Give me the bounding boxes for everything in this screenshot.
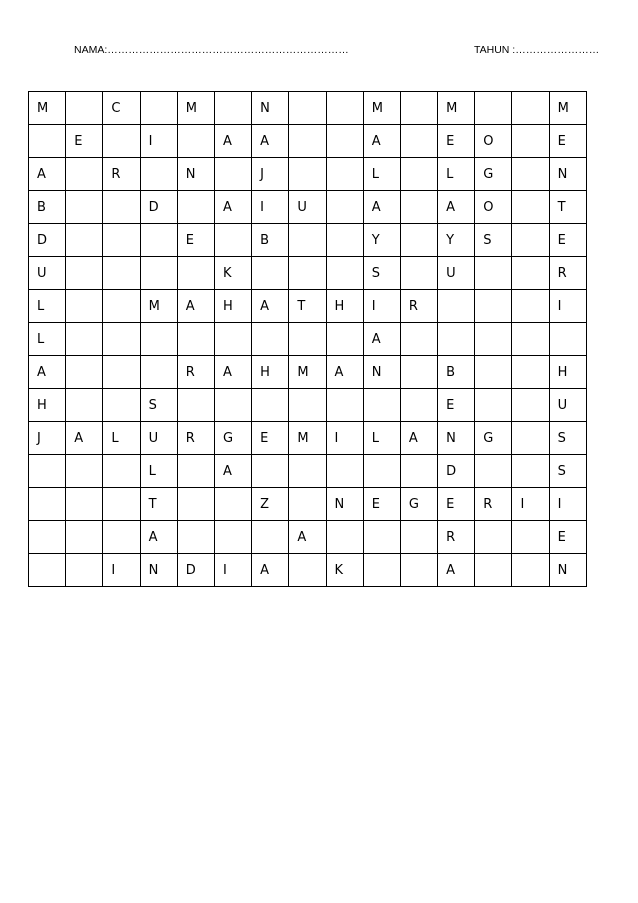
grid-cell[interactable] — [103, 521, 140, 554]
grid-cell[interactable] — [29, 455, 66, 488]
grid-row — [29, 92, 587, 125]
grid-cell[interactable]: N — [549, 158, 586, 191]
grid-cell[interactable]: B — [252, 224, 289, 257]
grid-cell[interactable] — [140, 224, 177, 257]
grid-cell[interactable] — [103, 290, 140, 323]
grid-cell[interactable] — [214, 323, 251, 356]
grid-cell[interactable]: A — [66, 422, 103, 455]
grid-cell[interactable] — [400, 455, 437, 488]
grid-cell[interactable] — [177, 521, 214, 554]
grid-cell[interactable]: U — [29, 257, 66, 290]
grid-cell[interactable]: A — [214, 455, 251, 488]
grid-cell[interactable]: A — [363, 191, 400, 224]
grid-cell[interactable] — [289, 389, 326, 422]
grid-row — [29, 422, 587, 455]
grid-cell[interactable] — [252, 389, 289, 422]
grid-row — [29, 554, 587, 587]
grid-cell[interactable] — [400, 224, 437, 257]
grid-cell[interactable] — [400, 125, 437, 158]
grid-cell[interactable] — [512, 323, 549, 356]
grid-cell[interactable] — [326, 389, 363, 422]
grid-cell[interactable]: M — [549, 92, 586, 125]
grid-cell[interactable]: K — [214, 257, 251, 290]
grid-cell[interactable] — [326, 257, 363, 290]
grid-cell[interactable] — [512, 422, 549, 455]
grid-cell[interactable] — [326, 323, 363, 356]
grid-cell[interactable]: I — [512, 488, 549, 521]
grid-cell[interactable] — [214, 389, 251, 422]
grid-cell[interactable] — [66, 488, 103, 521]
grid-cell[interactable]: L — [29, 323, 66, 356]
grid-cell[interactable] — [66, 224, 103, 257]
grid-cell[interactable] — [475, 389, 512, 422]
grid-cell[interactable]: U — [549, 389, 586, 422]
grid-cell[interactable] — [177, 488, 214, 521]
grid-row — [29, 455, 587, 488]
grid-cell[interactable] — [140, 323, 177, 356]
grid-cell[interactable]: I — [252, 191, 289, 224]
grid-cell[interactable]: A — [326, 356, 363, 389]
grid-cell[interactable]: M — [438, 92, 475, 125]
grid-cell[interactable] — [103, 488, 140, 521]
grid-cell[interactable]: E — [66, 125, 103, 158]
grid-cell[interactable]: A — [438, 191, 475, 224]
grid-cell[interactable] — [400, 323, 437, 356]
grid-cell[interactable] — [512, 455, 549, 488]
grid-row — [29, 521, 587, 554]
grid-cell[interactable]: R — [438, 521, 475, 554]
grid-cell[interactable]: C — [103, 92, 140, 125]
grid-cell[interactable] — [326, 125, 363, 158]
grid-cell[interactable] — [475, 257, 512, 290]
grid-cell[interactable]: A — [214, 356, 251, 389]
grid-cell[interactable]: I — [363, 290, 400, 323]
grid-cell[interactable]: I — [549, 290, 586, 323]
grid-cell[interactable]: A — [214, 191, 251, 224]
grid-cell[interactable]: J — [29, 422, 66, 455]
grid-cell[interactable] — [140, 158, 177, 191]
grid-cell[interactable] — [475, 290, 512, 323]
grid-cell[interactable] — [177, 389, 214, 422]
grid-cell[interactable]: E — [549, 125, 586, 158]
grid-cell[interactable] — [512, 257, 549, 290]
grid-cell[interactable] — [66, 92, 103, 125]
grid-cell[interactable]: H — [549, 356, 586, 389]
grid-row — [29, 389, 587, 422]
grid-cell[interactable] — [177, 257, 214, 290]
grid-row — [29, 224, 587, 257]
grid-cell[interactable]: T — [289, 290, 326, 323]
grid-cell[interactable]: A — [363, 323, 400, 356]
grid-cell[interactable]: R — [103, 158, 140, 191]
grid-row — [29, 125, 587, 158]
grid-cell[interactable] — [214, 158, 251, 191]
grid-cell[interactable] — [252, 521, 289, 554]
grid-cell[interactable] — [475, 356, 512, 389]
grid-cell[interactable]: D — [177, 554, 214, 587]
grid-cell[interactable] — [177, 191, 214, 224]
grid-cell[interactable] — [177, 455, 214, 488]
grid-cell[interactable] — [326, 158, 363, 191]
year-field[interactable]: TAHUN :…………………… — [474, 44, 600, 56]
grid-cell[interactable] — [66, 554, 103, 587]
word-search-grid — [28, 91, 587, 587]
grid-row — [29, 191, 587, 224]
grid-cell[interactable] — [103, 323, 140, 356]
grid-cell[interactable] — [512, 224, 549, 257]
grid-cell[interactable] — [512, 290, 549, 323]
grid-cell[interactable] — [475, 455, 512, 488]
grid-cell[interactable] — [363, 554, 400, 587]
grid-cell[interactable] — [177, 323, 214, 356]
grid-cell[interactable]: A — [289, 521, 326, 554]
grid-cell[interactable]: A — [177, 290, 214, 323]
grid-cell[interactable]: S — [549, 455, 586, 488]
grid-cell[interactable]: T — [140, 488, 177, 521]
grid-cell[interactable]: A — [214, 125, 251, 158]
grid-cell[interactable] — [214, 92, 251, 125]
grid-cell[interactable] — [214, 521, 251, 554]
grid-cell[interactable]: U — [438, 257, 475, 290]
grid-cell[interactable]: A — [438, 554, 475, 587]
grid-cell[interactable] — [400, 191, 437, 224]
grid-cell[interactable]: I — [326, 422, 363, 455]
grid-cell[interactable] — [252, 257, 289, 290]
grid-cell[interactable]: E — [438, 125, 475, 158]
grid-cell[interactable] — [66, 323, 103, 356]
grid-cell[interactable]: A — [140, 521, 177, 554]
grid-cell[interactable]: H — [326, 290, 363, 323]
grid-cell[interactable]: H — [252, 356, 289, 389]
grid-cell[interactable] — [289, 224, 326, 257]
grid-cell[interactable] — [66, 521, 103, 554]
grid-cell[interactable]: Y — [363, 224, 400, 257]
grid-cell[interactable]: D — [29, 224, 66, 257]
grid-cell[interactable]: S — [475, 224, 512, 257]
grid-row — [29, 290, 587, 323]
grid-row — [29, 323, 587, 356]
grid-cell[interactable]: I — [140, 125, 177, 158]
grid-cell[interactable]: R — [400, 290, 437, 323]
grid-cell[interactable]: A — [400, 422, 437, 455]
grid-cell[interactable] — [363, 389, 400, 422]
grid-cell[interactable] — [512, 521, 549, 554]
grid-cell[interactable]: G — [400, 488, 437, 521]
grid-cell[interactable] — [140, 356, 177, 389]
grid-cell[interactable]: S — [140, 389, 177, 422]
grid-cell[interactable] — [140, 257, 177, 290]
grid-cell[interactable] — [289, 158, 326, 191]
name-field[interactable]: NAMA:…………………………………………………………… — [74, 44, 349, 56]
grid-cell[interactable] — [103, 257, 140, 290]
grid-cell[interactable] — [103, 191, 140, 224]
grid-cell[interactable] — [363, 455, 400, 488]
grid-cell[interactable] — [326, 191, 363, 224]
grid-cell[interactable]: E — [177, 224, 214, 257]
grid-cell[interactable] — [214, 488, 251, 521]
grid-cell[interactable]: G — [475, 158, 512, 191]
grid-cell[interactable] — [475, 521, 512, 554]
grid-cell[interactable] — [66, 191, 103, 224]
grid-cell[interactable] — [400, 389, 437, 422]
grid-cell[interactable] — [66, 257, 103, 290]
grid-cell[interactable]: N — [363, 356, 400, 389]
grid-cell[interactable] — [103, 125, 140, 158]
grid-cell[interactable]: N — [549, 554, 586, 587]
grid-cell[interactable]: E — [363, 488, 400, 521]
grid-cell[interactable]: I — [103, 554, 140, 587]
grid-cell[interactable]: A — [252, 290, 289, 323]
grid-cell[interactable]: I — [549, 488, 586, 521]
grid-cell[interactable]: O — [475, 191, 512, 224]
grid-cell[interactable]: L — [363, 422, 400, 455]
grid-cell[interactable]: A — [252, 125, 289, 158]
grid-cell[interactable] — [289, 323, 326, 356]
grid-cell[interactable]: E — [438, 389, 475, 422]
grid-cell[interactable] — [103, 224, 140, 257]
grid-cell[interactable] — [400, 158, 437, 191]
grid-cell[interactable] — [66, 290, 103, 323]
grid-cell[interactable] — [400, 521, 437, 554]
grid-cell[interactable]: L — [438, 158, 475, 191]
grid-cell[interactable] — [103, 455, 140, 488]
grid-cell[interactable]: L — [29, 290, 66, 323]
grid-cell[interactable] — [29, 554, 66, 587]
grid-cell[interactable]: A — [252, 554, 289, 587]
grid-cell[interactable] — [252, 455, 289, 488]
grid-cell[interactable] — [326, 92, 363, 125]
grid-cell[interactable] — [289, 554, 326, 587]
grid-cell[interactable]: H — [29, 389, 66, 422]
grid-cell[interactable] — [29, 521, 66, 554]
grid-cell[interactable]: M — [140, 290, 177, 323]
grid-cell[interactable] — [438, 290, 475, 323]
grid-cell[interactable]: M — [363, 92, 400, 125]
grid-cell[interactable] — [512, 356, 549, 389]
grid-cell[interactable] — [66, 455, 103, 488]
grid-cell[interactable]: I — [214, 554, 251, 587]
grid-cell[interactable]: E — [549, 224, 586, 257]
grid-cell[interactable] — [363, 521, 400, 554]
grid-cell[interactable] — [475, 92, 512, 125]
grid-cell[interactable] — [66, 158, 103, 191]
grid-cell[interactable]: N — [326, 488, 363, 521]
grid-cell[interactable] — [66, 356, 103, 389]
grid-cell[interactable]: R — [475, 488, 512, 521]
grid-cell[interactable] — [103, 356, 140, 389]
grid-cell[interactable]: Y — [438, 224, 475, 257]
grid-cell[interactable]: N — [438, 422, 475, 455]
grid-cell[interactable] — [400, 356, 437, 389]
grid-row — [29, 488, 587, 521]
grid-cell[interactable]: D — [140, 191, 177, 224]
grid-cell[interactable] — [512, 92, 549, 125]
grid-cell[interactable] — [475, 554, 512, 587]
grid-cell[interactable]: R — [177, 356, 214, 389]
grid-cell[interactable]: N — [140, 554, 177, 587]
grid-cell[interactable] — [326, 521, 363, 554]
grid-cell[interactable]: U — [289, 191, 326, 224]
grid-cell[interactable]: Z — [252, 488, 289, 521]
grid-cell[interactable]: E — [549, 521, 586, 554]
grid-cell[interactable] — [289, 125, 326, 158]
grid-cell[interactable] — [177, 125, 214, 158]
grid-row — [29, 356, 587, 389]
grid-cell[interactable]: G — [214, 422, 251, 455]
grid-cell[interactable] — [438, 323, 475, 356]
grid-cell[interactable] — [289, 257, 326, 290]
grid-cell[interactable]: S — [363, 257, 400, 290]
grid-cell[interactable] — [400, 92, 437, 125]
grid-cell[interactable] — [252, 323, 289, 356]
grid-cell[interactable] — [400, 257, 437, 290]
grid-cell[interactable] — [512, 191, 549, 224]
grid-cell[interactable]: E — [252, 422, 289, 455]
grid-cell[interactable]: B — [438, 356, 475, 389]
grid-cell[interactable]: L — [140, 455, 177, 488]
grid-cell[interactable] — [103, 389, 140, 422]
grid-cell[interactable]: M — [177, 92, 214, 125]
grid-cell[interactable]: A — [29, 158, 66, 191]
grid-cell[interactable] — [29, 125, 66, 158]
grid-cell[interactable]: L — [363, 158, 400, 191]
grid-cell[interactable]: M — [289, 422, 326, 455]
grid-cell[interactable] — [326, 224, 363, 257]
grid-cell[interactable]: K — [326, 554, 363, 587]
grid-cell[interactable]: D — [438, 455, 475, 488]
grid-cell[interactable]: L — [103, 422, 140, 455]
grid-cell[interactable]: J — [252, 158, 289, 191]
grid-cell[interactable]: N — [177, 158, 214, 191]
grid-cell[interactable] — [214, 224, 251, 257]
grid-cell[interactable]: M — [289, 356, 326, 389]
grid-cell[interactable]: E — [438, 488, 475, 521]
grid-cell[interactable]: T — [549, 191, 586, 224]
grid-cell[interactable] — [66, 389, 103, 422]
grid-cell[interactable] — [512, 158, 549, 191]
grid-cell[interactable] — [549, 323, 586, 356]
grid-cell[interactable] — [326, 455, 363, 488]
grid-cell[interactable]: N — [252, 92, 289, 125]
grid-cell[interactable] — [140, 92, 177, 125]
grid-cell[interactable]: G — [475, 422, 512, 455]
grid-cell[interactable] — [289, 488, 326, 521]
grid-cell[interactable]: H — [214, 290, 251, 323]
grid-cell[interactable] — [512, 125, 549, 158]
grid-cell[interactable] — [512, 389, 549, 422]
grid-cell[interactable]: A — [363, 125, 400, 158]
grid-cell[interactable] — [400, 554, 437, 587]
grid-cell[interactable]: U — [140, 422, 177, 455]
grid-cell[interactable]: A — [29, 356, 66, 389]
grid-cell[interactable]: S — [549, 422, 586, 455]
grid-row — [29, 158, 587, 191]
grid-cell[interactable]: O — [475, 125, 512, 158]
grid-cell[interactable]: R — [177, 422, 214, 455]
grid-cell[interactable] — [512, 554, 549, 587]
grid-cell[interactable]: M — [29, 92, 66, 125]
grid-cell[interactable]: B — [29, 191, 66, 224]
grid-cell[interactable] — [475, 323, 512, 356]
grid-cell[interactable] — [29, 488, 66, 521]
grid-row — [29, 257, 587, 290]
grid-cell[interactable] — [289, 455, 326, 488]
grid-cell[interactable]: R — [549, 257, 586, 290]
grid-cell[interactable] — [289, 92, 326, 125]
